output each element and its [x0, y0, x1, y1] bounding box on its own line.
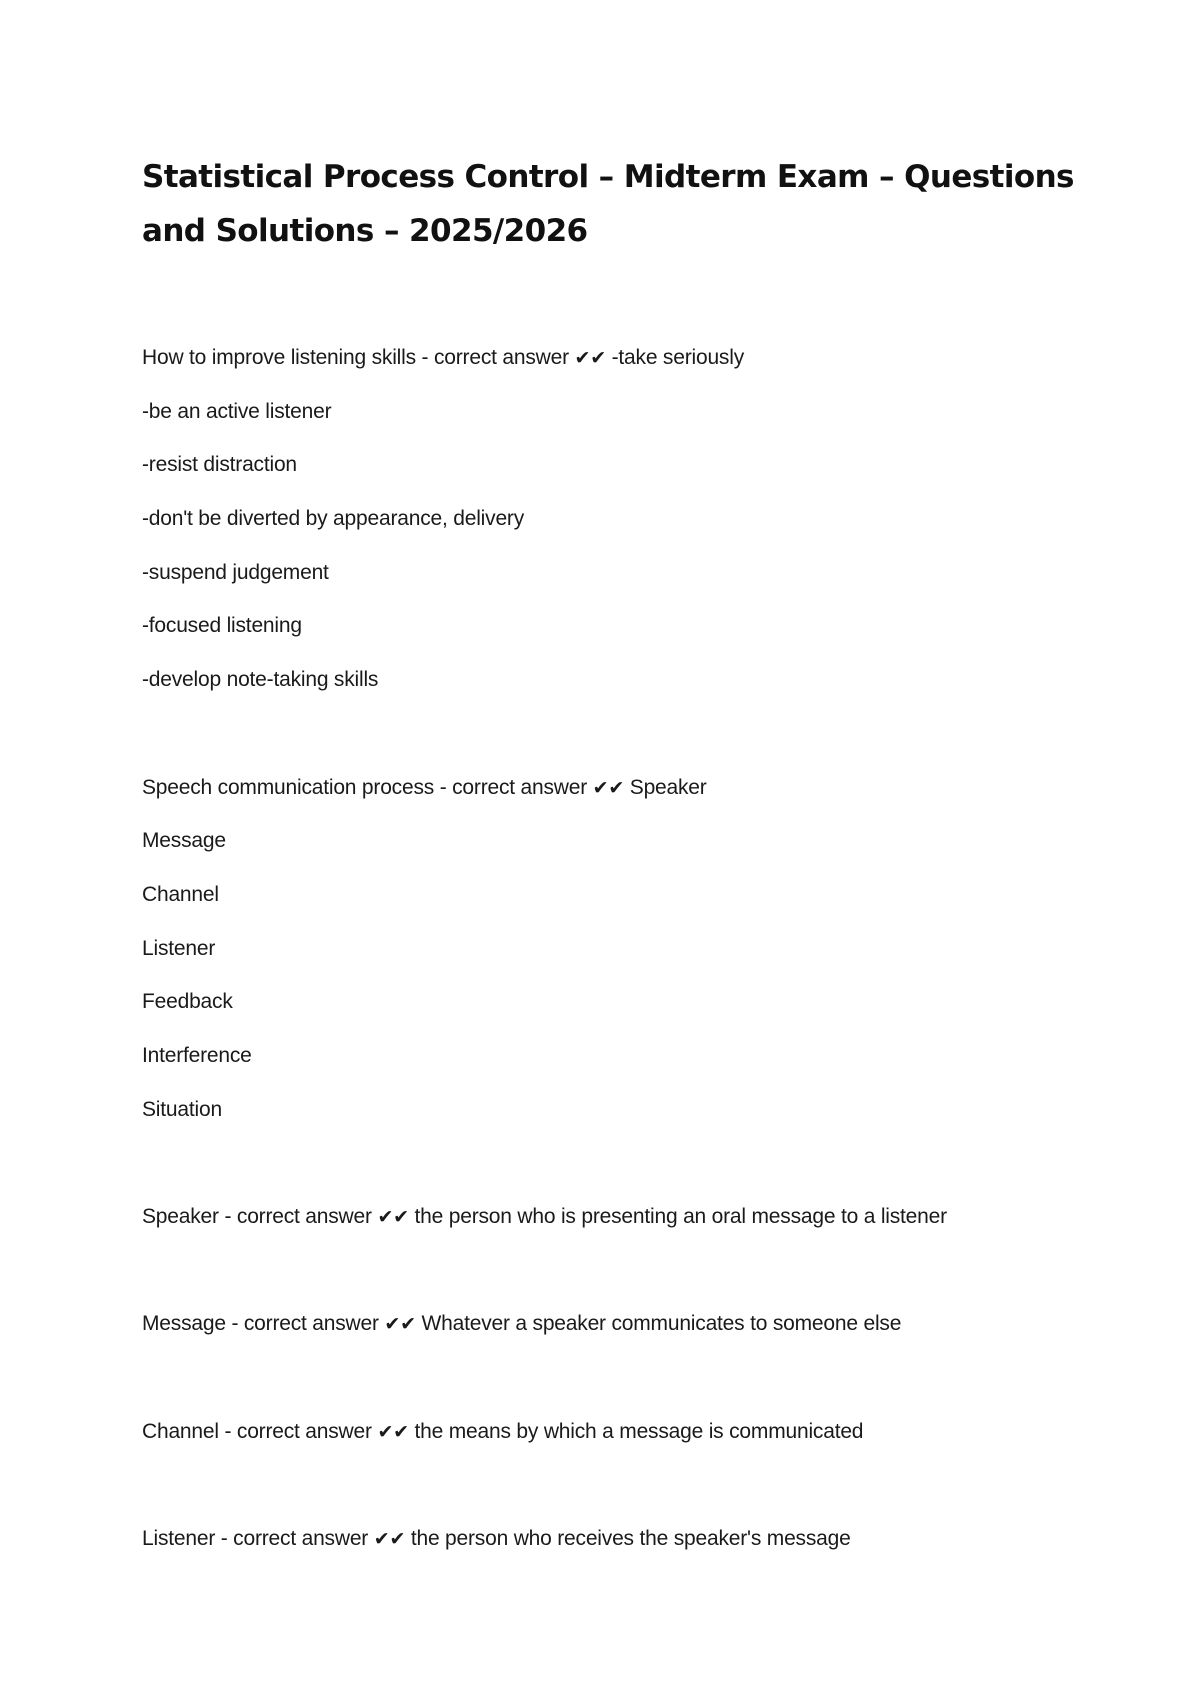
qa-answer-line: Situation [142, 1097, 222, 1121]
qa-answer-line: Whatever a speaker communicates to someone else [421, 1312, 902, 1336]
check-icon: ✔✔ [592, 776, 625, 799]
document-title: Statistical Process Control – Midterm Exam – Questions and Solutions – 2025/2026 [142, 159, 1074, 249]
spacer [142, 707, 1082, 761]
qa-answer-line: -don't be diverted by appearance, delivery [142, 507, 525, 531]
qa-term: How to improve listening skills [142, 346, 416, 369]
qa-answer-line: Listener [142, 936, 216, 960]
check-icon: ✔✔ [373, 1528, 406, 1551]
qa-question-line [142, 331, 1082, 385]
qa-item-listener [142, 1512, 1082, 1566]
check-icon: ✔✔ [377, 1206, 409, 1228]
qa-item-message [142, 1297, 1082, 1351]
qa-connector: - correct answer [225, 1312, 385, 1336]
document-page [142, 150, 1082, 1566]
qa-term: Listener [142, 1527, 216, 1551]
spacer [142, 258, 1082, 331]
qa-connector: - correct answer [218, 1419, 378, 1443]
qa-question-line [142, 761, 1082, 815]
qa-answer-line: -focused listening [142, 614, 302, 638]
qa-term: Message [142, 1312, 226, 1336]
qa-answer-line: the person who is presenting an oral message to a listener [414, 1205, 947, 1228]
qa-answer-line: -suspend judgement [142, 560, 329, 584]
spacer [142, 1351, 1082, 1405]
spacer [142, 1244, 1082, 1298]
check-icon: ✔✔ [574, 347, 606, 369]
qa-answer-line: -take seriously [611, 346, 744, 369]
qa-answer-line: -develop note-taking skills [142, 668, 379, 692]
qa-answer-line: Message [142, 829, 226, 853]
check-icon: ✔✔ [377, 1420, 409, 1443]
qa-term: Speech communication process [142, 775, 435, 799]
qa-term: Speaker [142, 1205, 219, 1228]
qa-answer-line: Channel [142, 882, 219, 906]
qa-item-speech-process [142, 761, 1082, 1137]
qa-item-channel [142, 1405, 1082, 1459]
qa-answer-line: the means by which a message is communicated [414, 1419, 864, 1443]
qa-answer-line: the person who receives the speaker's message [410, 1527, 851, 1551]
qa-question-line [142, 1405, 1082, 1459]
qa-answer-line: Speaker [629, 775, 707, 799]
qa-connector: - correct answer [218, 1205, 378, 1228]
qa-connector: - correct answer [215, 1527, 374, 1551]
check-icon: ✔✔ [384, 1313, 416, 1336]
qa-question-line [142, 1297, 1082, 1351]
qa-item-listening-skills [142, 331, 1082, 707]
qa-question-line [142, 1512, 1082, 1566]
qa-term: Channel [142, 1419, 219, 1443]
qa-connector: - correct answer [415, 346, 575, 369]
qa-question-line [142, 1190, 1082, 1244]
qa-connector: - correct answer [434, 775, 593, 799]
qa-answer-line: -resist distraction [142, 453, 297, 477]
qa-item-speaker [142, 1190, 1082, 1244]
qa-answer-line: Feedback [142, 990, 233, 1014]
spacer [142, 1136, 1082, 1190]
spacer [142, 1458, 1082, 1512]
qa-answer-line: -be an active listener [142, 399, 332, 423]
qa-answer-line: Interference [142, 1043, 252, 1067]
